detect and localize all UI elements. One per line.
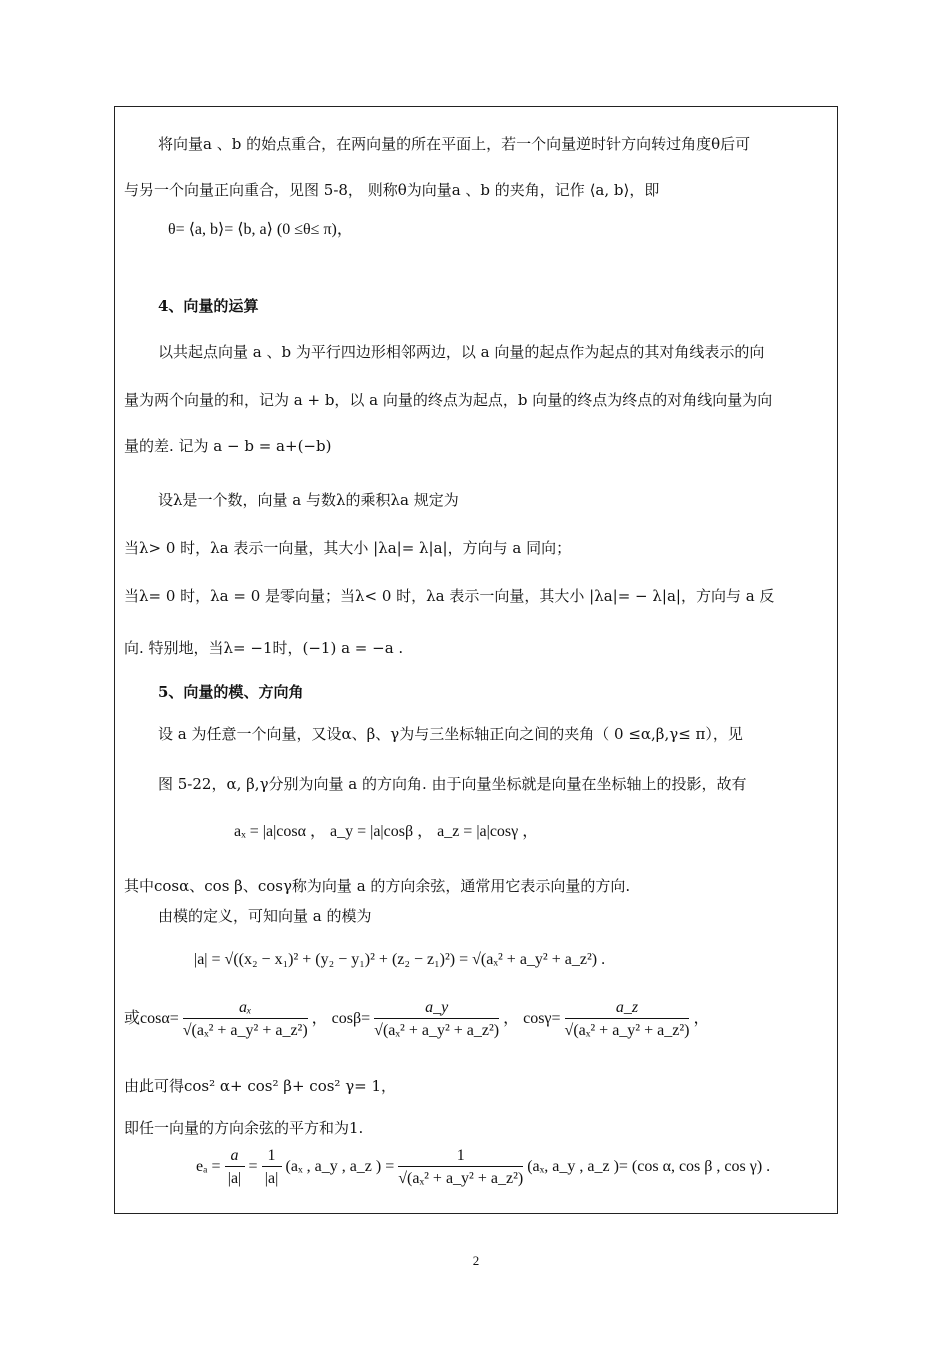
cos-gamma-fraction	[565, 998, 690, 1041]
paragraph-cosine-identity: 由此可得cos² α+ cos² β+ cos² γ= 1，	[124, 1077, 397, 1095]
cos-beta-fraction	[374, 998, 499, 1041]
cos-alpha-denominator: √(aₓ² + a_y² + a_z²)	[182, 1022, 308, 1039]
paragraph-lambda-minus-one: 向. 特别地，当λ= −1时，(−1) a = −a .	[124, 639, 404, 657]
unit-fraction-a	[225, 1146, 245, 1189]
cos-gamma-numerator: a_z	[565, 998, 690, 1019]
unit-fraction-one	[262, 1146, 282, 1189]
unit-fraction-a-denominator: |a|	[227, 1170, 242, 1187]
cos-alpha-fraction	[183, 998, 308, 1041]
paragraph-difference: 量的差. 记为 a − b = a+(−b)	[124, 437, 332, 455]
heading-vector-operations: 4、向量的运算	[158, 297, 259, 315]
unit-vector-components: (aₓ , a_y , a_z ) =	[285, 1158, 395, 1176]
cos-end-comma: ，	[693, 1010, 710, 1028]
paragraph-cosine-sum: 即任一向量的方向余弦的平方和为1.	[124, 1119, 364, 1137]
paragraph-scalar-mult: 设λ是一个数，向量 a 与数λ的乘积λa 规定为	[158, 491, 459, 509]
cos-gamma-label: ， cosγ=	[503, 1010, 561, 1028]
equation-unit-vector: eₐ = $\frac{a}{|a|}$ = $\frac{1}{|a|}$ (aₓ , a_y , a_z ) = $\frac{1}{\text{√(aₓ² + a\_y² + a\_z²)}}$ (aₓ, a_y , a_z )= (cos α, cos β , cos γ) .	[196, 1147, 771, 1187]
paragraph-sum-2: 量为两个向量的和，记为 a + b，以 a 向量的终点为起点，b 向量的终点为终点的对角线向量为向	[124, 391, 773, 409]
paragraph-sum-1: 以共起点向量 a 、b 为平行四边形相邻两边，以 a 向量的起点作为起点的其对角线表示的向	[158, 343, 765, 361]
paragraph-modulus-intro: 由模的定义，可知向量 a 的模为	[158, 907, 372, 925]
heading-modulus-direction: 5、向量的模、方向角	[158, 683, 304, 701]
paragraph-lambda-zero-negative: 当λ= 0 时，λa = 0 是零向量；当λ< 0 时，λa 表示一向量，其大小 |λa|= − λ|a|，方向与 a 反	[124, 587, 775, 605]
unit-fraction-one-denominator: |a|	[264, 1170, 279, 1187]
content-frame	[114, 106, 838, 1214]
unit-fraction-a-numerator: a	[225, 1146, 245, 1167]
cos-beta-denominator: √(aₓ² + a_y² + a_z²)	[374, 1022, 500, 1039]
page-number: 2	[472, 1253, 480, 1268]
unit-vector-result: (aₓ, a_y , a_z )= (cos α, cos β , cos γ) .	[527, 1158, 771, 1176]
cos-alpha-label: 或cosα=	[124, 1010, 179, 1028]
paragraph-direction-angles-2: 图 5-22，α, β,γ分别为向量 a 的方向角. 由于向量坐标就是向量在坐标轴上的投影，故有	[158, 775, 747, 793]
paragraph-direction-angles-1: 设 a 为任意一个向量，又设α、β、γ为与三坐标轴正向之间的夹角（ 0 ≤α,β,γ≤ π），见	[158, 725, 743, 743]
unit-fraction-one-numerator: 1	[262, 1146, 282, 1167]
cos-alpha-numerator: aₓ	[183, 998, 308, 1019]
paragraph-direction-cosines: 其中cosα、cos β、cosγ称为向量 a 的方向余弦，通常用它表示向量的方向.	[124, 877, 631, 895]
unit-fraction-root-denominator: √(aₓ² + a_y² + a_z²)	[398, 1170, 524, 1187]
cos-gamma-denominator: √(aₓ² + a_y² + a_z²)	[564, 1022, 690, 1039]
paragraph-angle-def-2: 与另一个向量正向重合，见图 5-8， 则称θ为向量a 、b 的夹角，记作 ⟨a, b⟩，即	[124, 181, 660, 199]
cos-beta-numerator: a_y	[374, 998, 499, 1019]
equation-modulus: |a| = √((x₂ − x₁)² + (y₂ − y₁)² + (z₂ − z₁)²) = √(aₓ² + a_y² + a_z²) .	[194, 951, 606, 968]
unit-fraction-root-numerator: 1	[398, 1146, 523, 1167]
paragraph-angle-def-1: 将向量a 、b 的始点重合，在两向量的所在平面上，若一个向量逆时针方向转过角度θ后可	[158, 135, 751, 153]
equation-projections: aₓ = |a|cosα ， a_y = |a|cosβ ， a_z = |a|cosγ ，	[234, 823, 539, 840]
cos-beta-label: ， cosβ=	[311, 1010, 371, 1028]
equation-cosines	[124, 998, 709, 1041]
unit-fraction-root	[398, 1146, 523, 1189]
paragraph-lambda-positive: 当λ> 0 时，λa 表示一向量，其大小 |λa|= λ|a|，方向与 a 同向；	[124, 539, 572, 557]
equation-angle: θ= ⟨a, b⟩= ⟨b, a⟩ (0 ≤θ≤ π)，	[168, 221, 353, 238]
unit-vector-label: eₐ =	[196, 1158, 221, 1176]
